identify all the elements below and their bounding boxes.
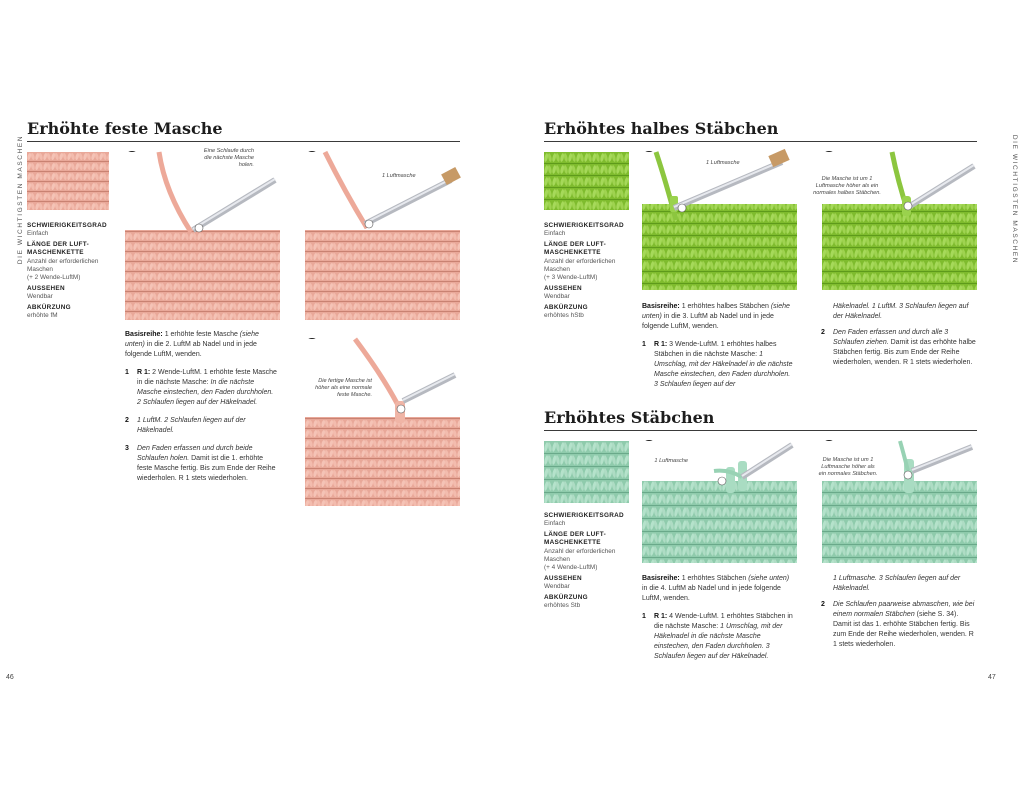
side-label-right: DIE WICHTIGSTEN MASCHEN xyxy=(1011,134,1018,265)
instructions-stb-cont xyxy=(821,574,978,658)
chain-line-1: Anzahl der erforderlichen xyxy=(27,257,99,265)
swatch-green xyxy=(544,152,629,210)
chain-line-3: (+ 4 Wende-LuftM) xyxy=(544,564,598,572)
difficulty-label: SCHWIERIGKEITSGRAD xyxy=(27,222,107,229)
photo-fm-step-3 xyxy=(305,339,460,506)
look-value: Wendbar xyxy=(27,293,53,301)
difficulty-label: SCHWIERIGKEITSGRAD xyxy=(544,222,624,229)
step-hstb-2: 2 Den Faden erfassen und durch alle 3 Schlaufen ziehen. Damit ist das erhöhte halbe Stäbchen fertig. Bis zum Ende der Reihe wiederholen, wenden. R 1 stets wiederholen. xyxy=(821,329,976,366)
callout-fm-3: Die fertige Masche ist höher als eine normale feste Masche. xyxy=(315,378,372,398)
look-value: Wendbar xyxy=(544,583,570,591)
callout-hstb-2: Die Masche ist um 1 Luftmasche höher als ein normales halbes Stäbchen. xyxy=(813,176,881,196)
step-stb-1-cont: 1 Luftmasche. 3 Schlaufen liegen auf der Häkelnadel. xyxy=(833,575,961,592)
chain-line-2: Maschen xyxy=(544,556,570,564)
photo-fm-step-1 xyxy=(125,152,280,320)
step-hstb-1-cont: Häkelnadel. 1 LuftM. 3 Schlaufen liegen auf der Häkelnadel. xyxy=(833,303,969,320)
swatch-pink xyxy=(27,152,109,210)
base-row-stb: Basisreihe: 1 erhöhtes Stäbchen (siehe unten) in die 4. LuftM ab Nadel und in jede folgende LuftM, wenden. xyxy=(642,575,790,602)
step-fm-3: 3 Den Faden erfassen und durch beide Schlaufen holen. Damit ist die 1. erhöhte feste Masche fertig. Bis zum Ende der Reihe wiederholen. R 1 stets wiederholen. xyxy=(125,445,276,482)
section-rule-hstb xyxy=(544,141,977,142)
chain-line-2: Maschen xyxy=(27,266,53,274)
chain-label: LÄNGE DER LUFT-MASCHENKETTE xyxy=(544,240,607,257)
section-rule-fm xyxy=(27,141,460,142)
chain-line-3: (+ 3 Wende-LuftM) xyxy=(544,274,598,282)
page-number-left: 46 xyxy=(6,674,14,681)
callout-stb-2: Die Masche ist um 1 Luftmasche höher als ein normales Stäbchen. xyxy=(818,457,878,477)
chain-line-1: Anzahl der erforderlichen xyxy=(544,547,616,555)
abbr-value: erhöhtes Stb xyxy=(544,602,581,610)
look-label: AUSSEHEN xyxy=(27,284,65,292)
step-fm-2: 2 1 LuftM. 2 Schlaufen liegen auf der Häkelnadel. xyxy=(125,417,246,434)
look-label: AUSSEHEN xyxy=(544,574,582,582)
step-hstb-1: 1 R 1: 3 Wende-LuftM. 1 erhöhtes halbes Stäbchen in die nächste Masche: 1 Umschlag, mit der Häkelnadel in die nächste Masche einstechen, den Faden durchholen. 3 Schlaufen liegen auf der xyxy=(642,341,793,388)
meta-fm xyxy=(27,220,117,321)
callout-stb-1: 1 Luftmasche xyxy=(654,458,688,464)
difficulty-value: Einfach xyxy=(544,230,566,238)
chain-line-2: Maschen xyxy=(544,266,570,274)
instructions-fm xyxy=(125,330,277,492)
chain-label: LÄNGE DER LUFT-MASCHENKETTE xyxy=(27,240,90,257)
difficulty-value: Einfach xyxy=(27,230,49,238)
abbr-label: ABKÜRZUNG xyxy=(544,303,588,311)
meta-stb xyxy=(544,510,634,611)
section-title-stb: Erhöhtes Stäbchen xyxy=(544,408,715,427)
callout-hstb-1: 1 Luftmasche xyxy=(706,160,740,166)
abbr-label: ABKÜRZUNG xyxy=(544,593,588,601)
section-rule-stb xyxy=(544,430,977,431)
base-row-hstb: Basisreihe: 1 erhöhtes halbes Stäbchen (siehe unten) in die 3. LuftM ab Nadel und in jede folgende LuftM, wenden. xyxy=(642,303,790,330)
callout-fm-2: 1 Luftmasche xyxy=(382,173,416,179)
abbr-value: erhöhte fM xyxy=(27,312,58,320)
callout-fm-1: Eine Schlaufe durch die nächste Masche holen. xyxy=(203,148,254,168)
photo-hstb-step-2 xyxy=(822,152,977,290)
difficulty-value: Einfach xyxy=(544,520,566,528)
section-title-fm: Erhöhte feste Masche xyxy=(27,119,223,138)
abbr-label: ABKÜRZUNG xyxy=(27,303,71,311)
chain-line-3: (+ 2 Wende-LuftM) xyxy=(27,274,81,282)
meta-hstb xyxy=(544,220,634,321)
swatch-mint xyxy=(544,441,629,503)
photo-hstb-step-1 xyxy=(642,152,797,290)
step-stb-1: 1 R 1: 4 Wende-LuftM. 1 erhöhtes Stäbchen in die nächste Masche: 1 Umschlag, mit der Häkelnadel in die nächste Masche einstechen, den Faden durchholen. 3 Schlaufen liegen auf der Häkelnadel. xyxy=(642,613,793,660)
instructions-stb xyxy=(642,574,794,670)
look-value: Wendbar xyxy=(544,293,570,301)
difficulty-label: SCHWIERIGKEITSGRAD xyxy=(544,512,624,519)
instructions-hstb-cont xyxy=(821,302,978,376)
look-label: AUSSEHEN xyxy=(544,284,582,292)
side-label-left: DIE WICHTIGSTEN MASCHEN xyxy=(17,134,25,265)
base-row-fm: Basisreihe: 1 erhöhte feste Masche (siehe unten) in die 2. LuftM ab Nadel und in jede folgende LuftM, wenden. xyxy=(125,331,259,358)
abbr-value: erhöhtes hStb xyxy=(544,312,584,320)
page-number-right: 47 xyxy=(988,674,996,681)
instructions-hstb xyxy=(642,302,794,398)
chain-line-1: Anzahl der erforderlichen xyxy=(544,257,616,265)
step-fm-1: 1 R 1: 2 Wende-LuftM. 1 erhöhte feste Masche in die nächste Masche: In die nächste Masche einstechen, den Faden durchholen. 2 Schlaufen liegen auf der Häkelnadel. xyxy=(125,369,277,406)
chain-label: LÄNGE DER LUFT-MASCHENKETTE xyxy=(544,530,607,547)
section-title-hstb: Erhöhtes halbes Stäbchen xyxy=(544,119,779,138)
step-stb-2: 2 Die Schlaufen paarweise abmaschen, wie bei einem normalen Stäbchen (siehe S. 34). Damit ist das 1. erhöhte Stäbchen fertig. Bis zum Ende der Reihe wiederholen, wenden. R 1 stets wiederholen. xyxy=(821,601,975,648)
